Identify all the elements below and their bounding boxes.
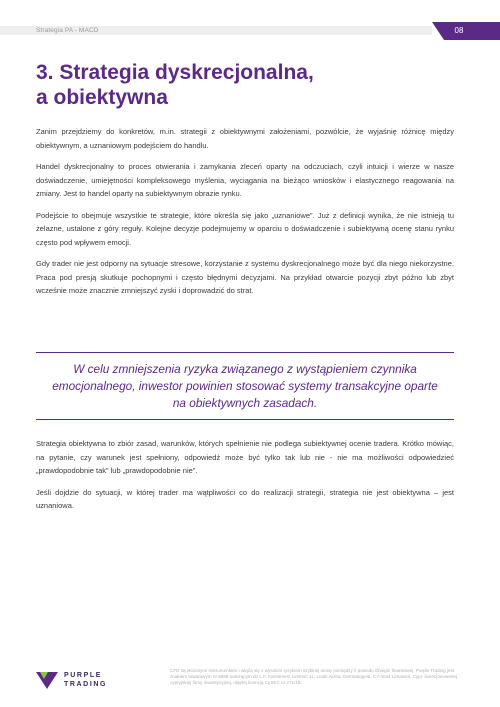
- section-title-line-2: a obiektywna: [36, 86, 168, 109]
- risk-disclaimer: CFD są złożonymi instrumentami i wiążą się z wysokim ryzykiem szybkiej utraty pieniędzy z powodu dźwigni finansowej. Purple Trading jest znakiem towarowym nr 8888 należącym do L.F. Investment Limited, 11, Louki Akrita, Germasogeia, CY-4044 Limassol, Cypr, licencjonowanej cypryjskiej firmy inwestycyjnej, objętej licencją CySEC nr 271/15.: [170, 668, 457, 686]
- paragraph-3: Podejście to obejmuje wszystkie te strategie, które określa się jako „uznaniowe”. Już z definicji wynika, że nie istnieją tu żelazne, ustalone z góry reguły. Kolejne decyzje podejmujemy w oparciu o doświadczenie i subiektywną ocenę stanu rynku często pod wpływem emocji.: [36, 210, 454, 247]
- paragraph-4: Gdy trader nie jest odporny na sytuacje stresowe, korzystanie z systemu dyskrecjonalnego może być dla niego niekorzystne. Praca pod presją skutkuje pochopnymi i często błędnymi decyzjami. Na przykład otwarcie pozycji zbyt późno lub zbyt wcześnie może znacznie zmniejszyć zyski i doprowadzić do strat.: [36, 259, 454, 295]
- page-footer: [0, 662, 500, 707]
- logo-wordmark-line-2: TRADING: [64, 681, 108, 688]
- paragraph-2: Handel dyskrecjonalny to proces otwierania i zamykania zleceń oparty na odczuciach, czyli intuicji i wierze w nasze doświadczenie, umiejętności kompleksowego myślenia, wyciągania na bieżąco wniosków i elastycznego reagowania na zmiany. Jest to handel oparty na subiektywnym obrazie rynku.: [36, 162, 454, 198]
- paragraph-5: Strategia obiektywna to zbiór zasad, warunków, których spełnienie nie podlega subiektywnej ocenie tradera. Krótko mówiąc, na pytanie, czy warunek jest spełniony, odpowiedź może być tylko tak lub nie - nie ma możliwości odpowiedzieć „prawdopodobnie tak” lub „prawdopodobnie nie”.: [36, 439, 454, 475]
- paragraph-6: Jeśli dojdzie do sytuacji, w której trader ma wątpliwości co do realizacji strategii, strategia nie jest obiektywna – jest uznaniowa.: [36, 487, 454, 510]
- logo-wordmark-line-1: PURPLE: [64, 672, 102, 679]
- purple-trading-logo: [36, 668, 146, 692]
- body-text: [36, 125, 454, 306]
- paragraph-1: Zanim przejdziemy do konkretów, m.in. strategii z obiektywnymi założeniami, pozwólcie, że wyjaśnię różnicę między obiektywnym, a uznaniowym podejściem do handlu.: [36, 127, 454, 150]
- page-number: 08: [454, 26, 464, 35]
- body-text-continued: [36, 437, 454, 521]
- pull-quote: [36, 352, 454, 420]
- logo-wordmark: [64, 671, 107, 689]
- page-header: [0, 0, 500, 46]
- section-title: [36, 60, 466, 110]
- logo-triangle-icon: [36, 670, 58, 690]
- pull-quote-text: W celu zmniejszenia ryzyka związanego z wystąpieniem czynnika emocjonalnego, inwestor powinien stosować systemy transakcyjne oparte na obiektywnych zasadach.: [52, 361, 438, 410]
- section-title-line-1: 3. Strategia dyskrecjonalna,: [36, 61, 314, 84]
- running-title: Strategia PA - MACD: [36, 27, 99, 34]
